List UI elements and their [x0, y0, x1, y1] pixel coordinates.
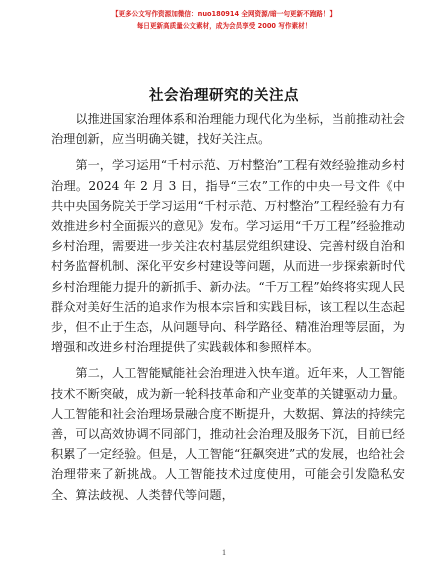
paragraph-second-point: 第二，人工智能赋能社会治理进入快车道。近年来，人工智能技术不断突破，成为新一轮科技革命和产业变革的关键驱动力量。人工智能和社会治理场景融合度不断提升，大数据、算法的持续完善，可以高效协调不同部门，推动社会治理及服务下沉，目前已经积累了一定经验。但是，人工智能“狂飙突进”式的发展，也给社会治理带来了新挑战。人工智能技术过度使用，可能会引发隐私安全、算法歧视、人类替代等问题， [51, 366, 405, 502]
paragraph-intro: 以推进国家治理体系和治理能力现代化为坐标，当前推动社会治理创新，应当明确关键，找好关注点。 [51, 112, 405, 147]
document-body [51, 109, 405, 511]
paragraph-first-point: 第一，学习运用“千村示范、万村整治”工程有效经验推动乡村治理。2024 年 2 月 3 日，指导“三农”工作的中央一号文件《中共中央国务院关于学习运用“千村示范、万村整治”工程经验有力有效推进乡村全面振兴的意见》发布。学习运用“千万工程”经验推动乡村治理，需要进一步关注农村基层党组织建设、完善村级自治和村务监督机制、深化平安乡村建设等问题，从而进一步探索新时代乡村治理能力提升的新抓手、新办法。“千万工程”始终将实现人民群众对美好生活的追求作为根本宗旨和实践目标，该工程以生态起步，但不止于生态，从问题导向、科学路径、精准治理等层面，为增强和改进乡村治理提供了实践载体和参照样本。 [51, 158, 405, 355]
promo-banner-line-1: 【更多公文写作资源加微信：nuo180914 全网资源/暗一句更新不跑路！】 [111, 10, 337, 18]
page-number: 1 [222, 548, 226, 557]
promo-banner-line-2: 每日更新高质量公文素材，成为会员享受 2000 写作素材！ [136, 22, 312, 30]
promo-banner [0, 8, 448, 32]
document-title: 社会治理研究的关注点 [149, 88, 299, 104]
